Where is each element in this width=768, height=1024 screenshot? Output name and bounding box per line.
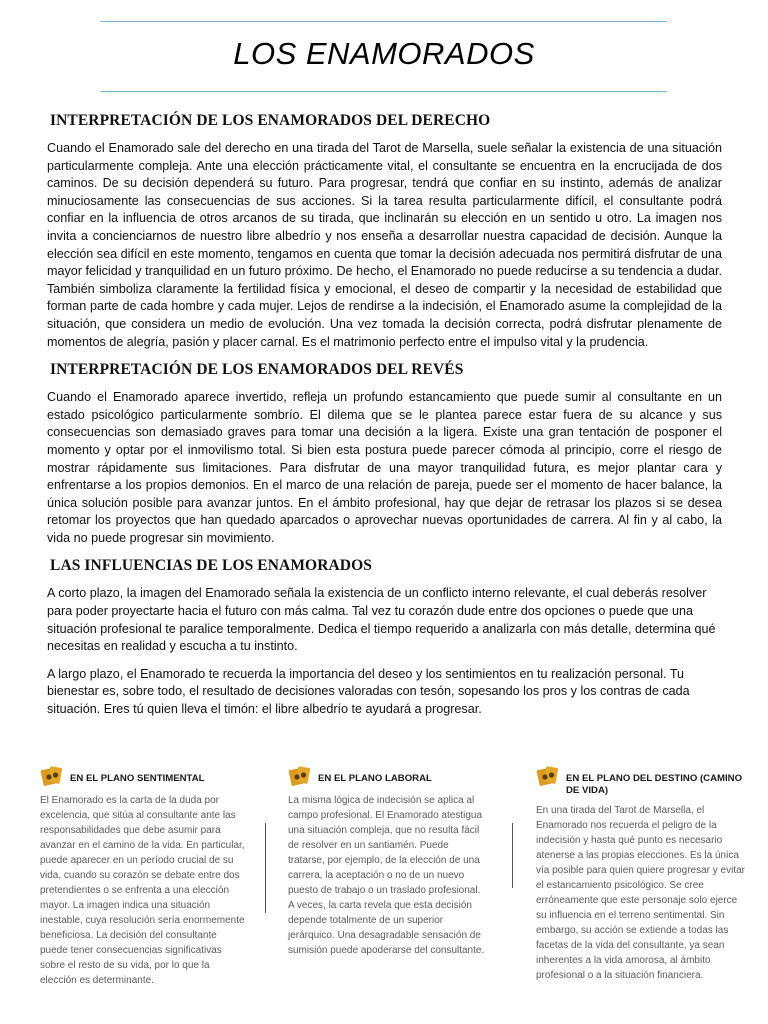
tarot-cards-icon bbox=[288, 765, 312, 787]
column-divider bbox=[512, 823, 513, 888]
column-divider bbox=[265, 823, 266, 913]
column-header bbox=[288, 765, 488, 787]
column-destino bbox=[536, 765, 748, 983]
paragraph-reves: Cuando el Enamorado aparece invertido, refleja un profundo estancamiento que puede sumir al consultante en un estado psicológico particularmente sombrío. El dilema que se le plantea parece estar fuera de su alcance y sus consecuencias son demasiado graves para tomar una decisión a la ligera. Existe una gran tentación de posponer el momento y optar por el inmovilismo total. Si bien esta postura puede parecer cómoda al principio, corre el riesgo de mostrar rápidamente sus limitaciones. Para disfrutar de una mayor tranquilidad futura, es mejor plantar cara y enfrentarse a los propios demonios. En el marco de una relación de pareja, puede ser el momento de hacer balance, la única solución posible para avanzar juntos. En el ámbito profesional, hay que dejar de retrasar los plazos si se desea retomar los proyectos que han quedado aparcados o aprovechar nuevas oportunidades de carrera. Al fin y al cabo, la vida no puede progresar sin movimiento. bbox=[47, 390, 722, 545]
tarot-cards-icon bbox=[536, 765, 560, 787]
column-title: EN EL PLANO SENTIMENTAL bbox=[70, 773, 205, 784]
page-title: LOS ENAMORADOS bbox=[233, 36, 535, 71]
column-header bbox=[40, 765, 245, 787]
main-content bbox=[47, 112, 722, 729]
section-heading-reves: INTERPRETACIÓN DE LOS ENAMORADOS DEL REVÉS bbox=[50, 361, 464, 379]
paragraph-derecho: Cuando el Enamorado sale del derecho en una tirada del Tarot de Marsella, suele señalar la existencia de una situación particularmente compleja. Ante una elección prácticamente vital, el consultante se encuentra en la encrucijada de dos caminos. De su decisión dependerá su futuro. Para progresar, tendrá que confiar en su instinto, además de analizar minuciosamente las consecuencias de sus acciones. Si la tarea resulta particularmente difícil, el consultante podrá confiar en la influencia de otros arcanos de su tirada, que inclinarán su elección en un sentido u otro. La imagen nos invita a concienciarnos de nuestro libre albedrío y nos enseña a desarrollar nuestra capacidad de decisión. Aunque la elección sea difícil en este momento, tengamos en cuenta que tomar la decisión adecuada nos permitirá disfrutar de una mayor felicidad y tranquilidad en un futuro próximo. De hecho, el Enamorado no puede reducirse a su tendencia a dudar. También simboliza claramente la fertilidad física y emocional, el deseo de compartir y la necesidad de estabilidad que forman parte de cada hombre y cada mujer. Lejos de rendirse a la indecisión, el Enamorado asume la complejidad de la situación, que considera un medio de evolución. Una vez tomada la decisión correcta, podrá disfrutar plenamente de momentos de alegría, pasión y placer carnal. Es el matrimonio perfecto entre el impulso vital y la prudencia. bbox=[47, 141, 722, 349]
column-text: La misma lógica de indecisión se aplica al campo profesional. El Enamorado atestigua una situación compleja, que no resulta fácil de resolver en un santiamén. Puede tratarse, por ejemplo, de la elección de una carrera, la aceptación o no de un nuevo puesto de trabajo o un traslado profesional. A veces, la carta revela que esta decisión depende totalmente de un superior jerárquico. Una desagradable sensación de sumisión puede apoderarse del consultante. bbox=[288, 795, 485, 956]
section-heading-influencias: LAS INFLUENCIAS DE LOS ENAMORADOS bbox=[50, 557, 372, 575]
tarot-cards-icon bbox=[40, 765, 64, 787]
paragraph-corto-plazo: A corto plazo, la imagen del Enamorado señala la existencia de un conflicto interno relevante, el cual deberás resolver para poder proyectarte hacia el futuro con más calma. Tal vez tu corazón dude entre dos opciones o puede que una situación profesional te paralice temporalmente. Dedica el tiempo requerido a analizarla con más detalle, determina qué necesitas en realidad y escucha a tu instinto. bbox=[47, 586, 716, 654]
column-laboral bbox=[288, 765, 488, 958]
column-sentimental bbox=[40, 765, 245, 988]
column-text: El Enamorado es la carta de la duda por excelencia, que sitúa al consultante ante las responsabilidades que debe asumir para avanzar en el camino de la vida. En particular, puede aparecer en un período crucial de su vida, cuando su corazón se debate entre dos pretendientes o se enfrenta a una elección mayor. La imagen indica una situación inestable, cuya resolución sería enormemente beneficiosa. La decisión del consultante puede tener consecuencias significativas sobre el resto de su vida, por lo que la elección es determinante. bbox=[40, 795, 245, 986]
section-heading-derecho: INTERPRETACIÓN DE LOS ENAMORADOS DEL DERECHO bbox=[50, 112, 491, 129]
column-text: En una tirada del Tarot de Marsella, el Enamorado nos recuerda el peligro de la indecisión y hasta qué punto es necesario atenerse a las propias elecciones. Es la única vía posible para quien quiere progresar y evitar el estancamiento psicológico. Se cree erróneamente que este personaje solo ejerce su influencia en el terreno sentimental. Sin embargo, su acción se extiende a todas las facetas de la vida del consultante, ya sean inherentes a la vida amorosa, al ámbito profesional o a la situación financiera. bbox=[536, 805, 746, 981]
column-header bbox=[536, 765, 748, 797]
title-underline-rule bbox=[100, 91, 667, 92]
column-title: EN EL PLANO LABORAL bbox=[318, 773, 432, 784]
paragraph-largo-plazo: A largo plazo, el Enamorado te recuerda la importancia del deseo y los sentimientos en tu realización personal. Tu bienestar es, sobre todo, el resultado de decisiones valoradas con tesón, sopesando los pros y los contras de cada situación. Eres tú quien lleva el timón: el libre albedrío te ayudará a progresar. bbox=[47, 666, 690, 717]
plano-columns bbox=[0, 765, 768, 1015]
top-rule bbox=[100, 21, 667, 22]
column-title: EN EL PLANO DEL DESTINO (CAMINO DE VIDA) bbox=[566, 773, 743, 796]
